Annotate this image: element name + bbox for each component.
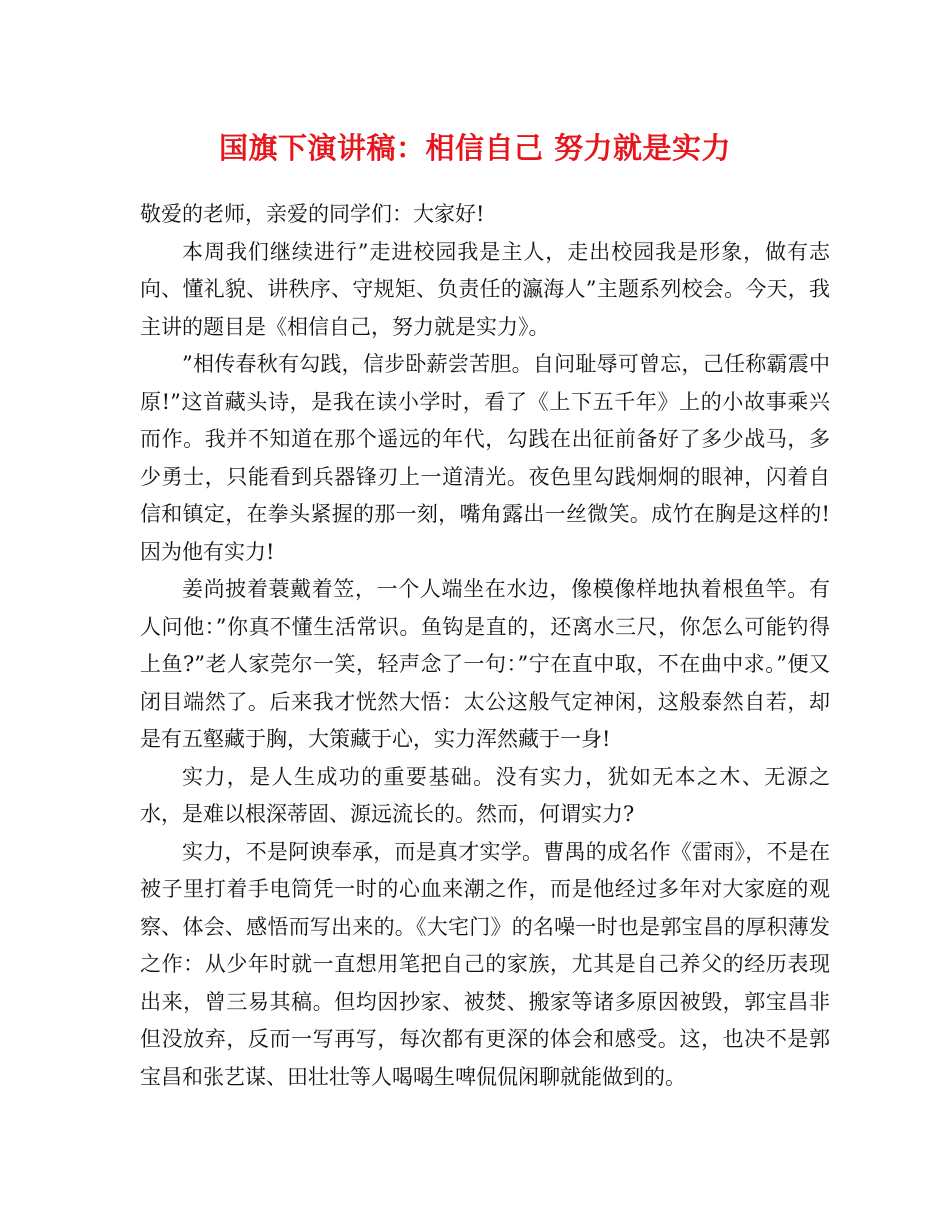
greeting-paragraph: 敬爱的老师，亲爱的同学们：大家好!	[140, 202, 485, 226]
body-paragraph: 实力，是人生成功的重要基础。没有实力，犹如无本之木、无源之水，是难以根深蒂固、源远流长的。然而，何谓实力?	[140, 764, 830, 826]
document-title: 国旗下演讲稿：相信自己 努力就是实力	[218, 131, 732, 165]
body-paragraph: 本周我们继续进行”走进校园我是主人，走出校园我是形象，做有志向、懂礼貌、讲秩序、守规矩、负责任的瀛海人”主题系列校会。今天，我主讲的题目是《相信自己，努力就是实力》。	[140, 239, 830, 339]
body-paragraph: ”相传春秋有勾践，信步卧薪尝苦胆。自问耻辱可曾忘，己任称霸震中原!”这首藏头诗，是我在读小学时，看了《上下五千年》上的小故事乘兴而作。我并不知道在那个遥远的年代，勾践在出征前备好了多少战马，多少勇士，只能看到兵器锋刃上一道清光。夜色里勾践炯炯的眼神，闪着自信和镇定，在拳头紧握的那一刻，嘴角露出一丝微笑。成竹在胸是这样的!因为他有实力!	[140, 352, 830, 564]
body-paragraph: 实力，不是阿谀奉承，而是真才实学。曹禺的成名作《雷雨》，不是在被子里打着手电筒凭一时的心血来潮之作，而是他经过多年对大家庭的观察、体会、感悟而写出来的。《大宅门》的名噪一时也是郭宝昌的厚积薄发之作：从少年时就一直想用笔把自己的家族，尤其是自己养父的经历表现出来，曾三易其稿。但均因抄家、被焚、搬家等诸多原因被毁，郭宝昌非但没放弃，反而一写再写，每次都有更深的体会和感受。这，也决不是郭宝昌和张艺谋、田壮壮等人喝喝生啤侃侃闲聊就能做到的。	[140, 839, 830, 1089]
body-paragraph: 姜尚披着蓑戴着笠，一个人端坐在水边，像模像样地执着根鱼竿。有人问他：”你真不懂生活常识。鱼钩是直的，还离水三尺，你怎么可能钓得上鱼?”老人家莞尔一笑，轻声念了一句：”宁在直中取，不在曲中求。”便又闭目端然了。后来我才恍然大悟：太公这般气定神闲，这般泰然自若，却是有五壑藏于胸，大策藏于心，实力浑然藏于一身!	[140, 577, 830, 751]
document-body	[140, 196, 830, 1096]
